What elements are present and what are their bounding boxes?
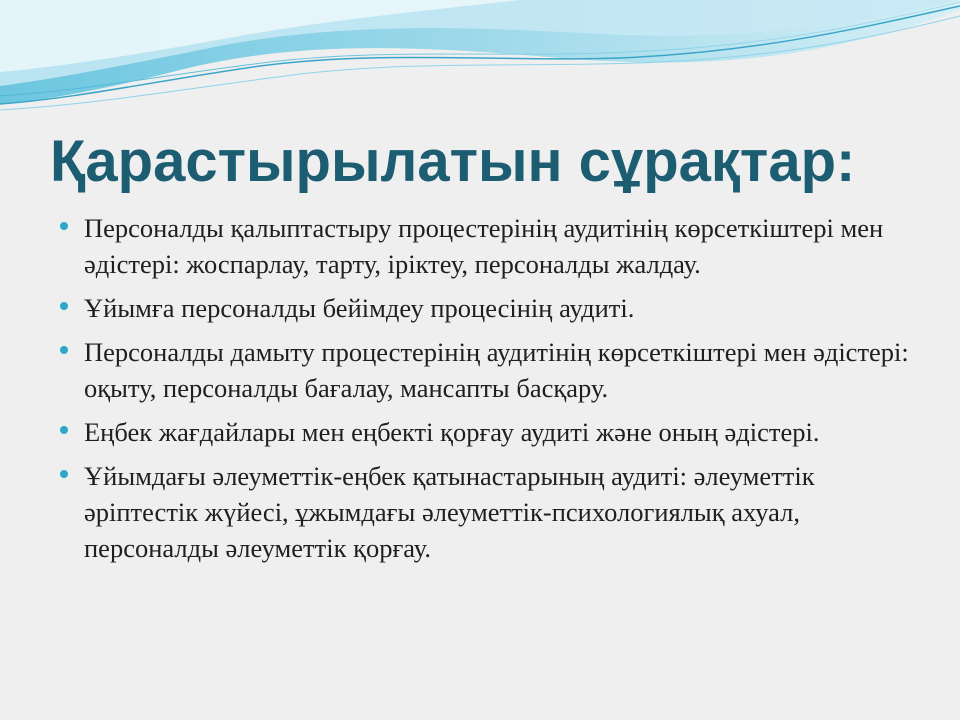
bullet-item bbox=[60, 414, 910, 450]
bullet-item bbox=[60, 210, 910, 282]
bullet-text: Ұйымдағы әлеуметтік-еңбек қатынастарының аудиті: әлеуметтік әріптестік жүйесі, ұжымдағы әлеуметтік-психологиялық ахуал, персоналды әлеуметтік қорғау. bbox=[84, 461, 815, 563]
bullet-item bbox=[60, 334, 910, 406]
slide-title: Қарастырылатын сұрақтар: bbox=[50, 129, 856, 194]
bullet-text: Персоналды дамыту процестерінің аудитінің көрсеткіштері мен әдістері: оқыту, персоналды бағалау, мансапты басқару. bbox=[84, 337, 909, 403]
bullet-item bbox=[60, 290, 910, 326]
bullet-text: Еңбек жағдайлары мен еңбекті қорғау аудиті және оның әдістері. bbox=[84, 417, 820, 447]
bullet-text: Ұйымға персоналды бейімдеу процесінің аудиті. bbox=[84, 293, 635, 323]
bullet-dot-icon bbox=[60, 346, 68, 354]
bullet-dot-icon bbox=[60, 426, 68, 434]
bullet-dot-icon bbox=[60, 470, 68, 478]
bullet-text: Персоналды қалыптастыру процестерінің аудитінің көрсеткіштері мен әдістері: жоспарлау, тарту, іріктеу, персоналды жалдау. bbox=[84, 213, 884, 279]
wave-header-decoration bbox=[0, 0, 960, 120]
bullet-dot-icon bbox=[60, 302, 68, 310]
bullet-list bbox=[60, 210, 910, 574]
bullet-dot-icon bbox=[60, 222, 68, 230]
bullet-item bbox=[60, 458, 910, 566]
